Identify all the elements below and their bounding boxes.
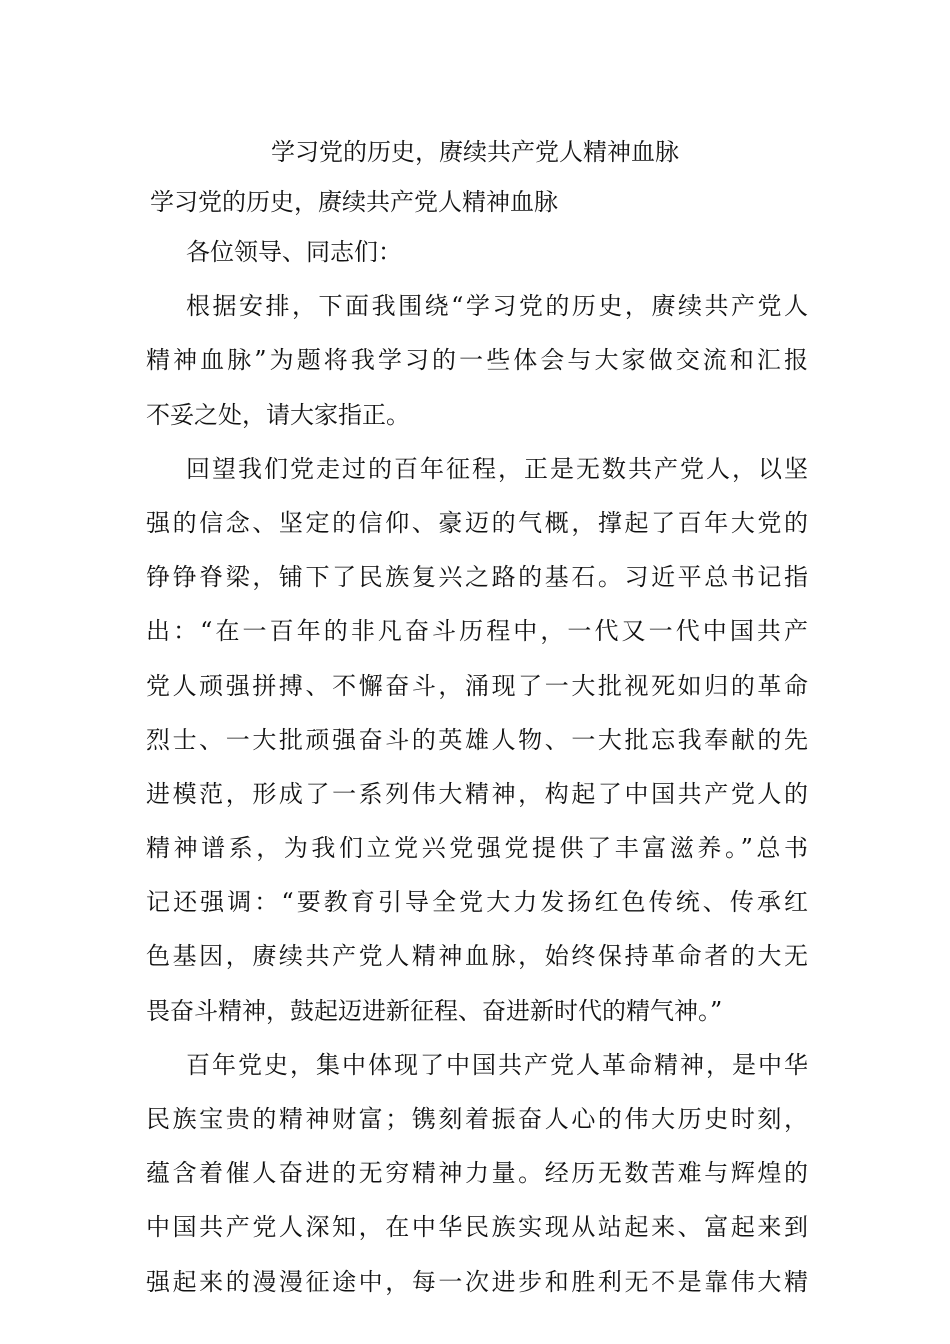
text-line: 各位领导、同志们： [186,238,402,266]
text-line: 出：“在一百年的非凡奋斗历程中，一代又一代中国共产 [146,617,808,646]
text-line: 党人顽强拼搏、不懈奋斗，涌现了一大批视死如归的革命 [146,671,808,700]
paragraph-intro [146,284,808,447]
text-line: 进模范，形成了一系列伟大精神，构起了中国共产党人的 [146,779,808,808]
document-subtitle: 学习党的历史，赓续共产党人精神血脉 [150,188,558,216]
text-line: 强的信念、坚定的信仰、豪迈的气概，撑起了百年大党的 [146,508,808,537]
paragraph-history [146,447,808,1043]
text-line: 民族宝贵的精神财富；镌刻着振奋人心的伟大历史时刻， [146,1105,808,1133]
text-line: 精神谱系，为我们立党兴党强党提供了丰富滋养。”总书 [146,834,808,863]
text-line: 中国共产党人深知，在中华民族实现从站起来、富起来到 [146,1213,808,1242]
text-line: 记还强调：“要教育引导全党大力发扬红色传统、传承红 [146,888,808,917]
text-line: 回望我们党走过的百年征程，正是无数共产党人，以坚 [186,454,808,483]
text-line: 百年党史，集中体现了中国共产党人革命精神，是中华 [186,1050,808,1079]
text-line: 色基因，赓续共产党人精神血脉，始终保持革命者的大无 [146,942,808,971]
paragraph-party-history [146,1043,808,1314]
text-line: 蕴含着催人奋进的无穷精神力量。经历无数苦难与辉煌的 [146,1159,808,1188]
text-line: 精神血脉”为题将我学习的一些体会与大家做交流和汇报 [146,346,808,375]
text-line: 强起来的漫漫征途中，每一次进步和胜利无不是靠伟大精 [146,1267,808,1296]
text-line: 不妥之处，请大家指正。 [146,400,410,429]
text-line: 烈士、一大批顽强奋斗的英雄人物、一大批忘我奉献的先 [146,725,808,754]
text-line: 根据安排，下面我围绕“学习党的历史，赓续共产党人 [186,292,808,321]
document-body [146,230,808,1314]
text-line: 畏奋斗精神，鼓起迈进新征程、奋进新时代的精气神。” [146,996,723,1025]
text-line: 铮铮脊梁，铺下了民族复兴之路的基石。习近平总书记指 [146,563,808,592]
paragraph-greeting [146,230,808,284]
document-title: 学习党的历史，赓续共产党人精神血脉 [271,138,679,166]
